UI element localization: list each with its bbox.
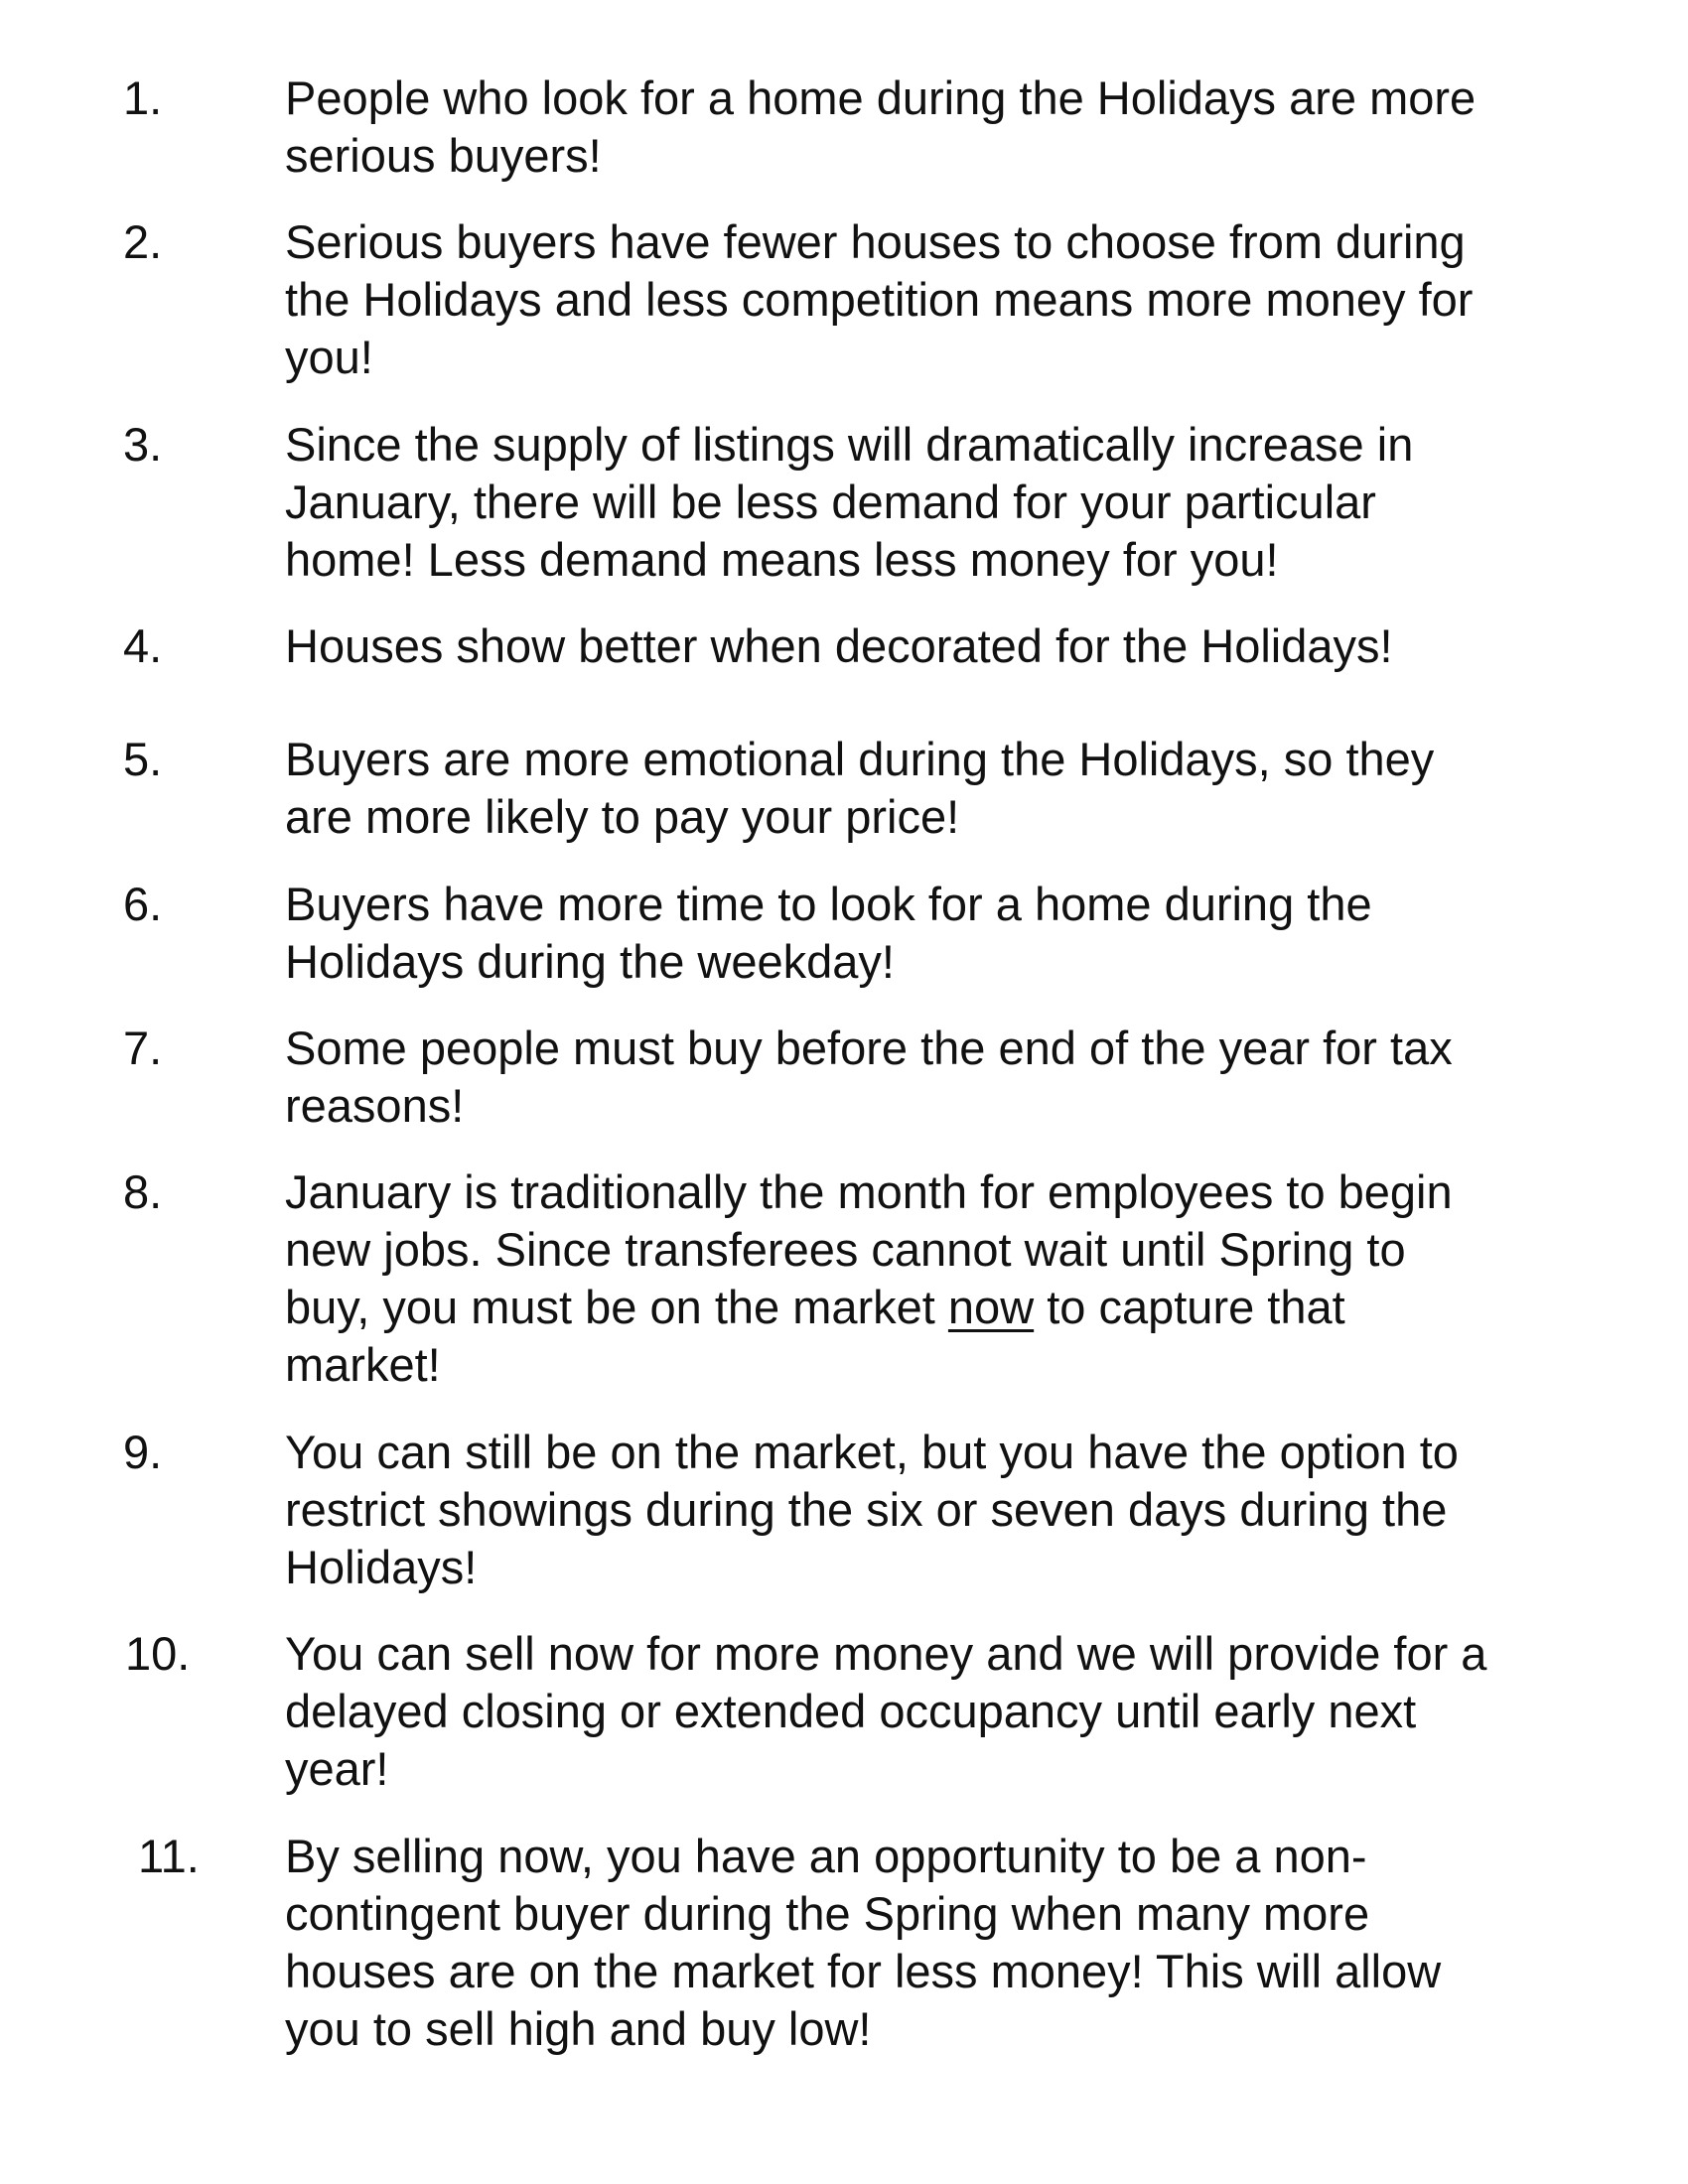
item-number: 8. — [123, 1165, 163, 1218]
text-segment: to capture that — [1034, 1281, 1345, 1333]
text-line: year! — [285, 1742, 389, 1795]
text-line: houses are on the market for less money! This will allow — [285, 1945, 1442, 1997]
text-line: you to sell high and buy low! — [285, 2002, 872, 2055]
item-text — [285, 213, 1606, 386]
item-text — [285, 416, 1606, 589]
text-line: People who look for a home during the Holidays are more — [285, 71, 1477, 124]
text-segment: buy, you must be on the market — [285, 1281, 948, 1333]
item-number: 7. — [123, 1022, 163, 1074]
item-number: 9. — [123, 1426, 163, 1478]
text-line: You can still be on the market, but you have the option to — [285, 1426, 1459, 1478]
item-text — [285, 1828, 1606, 2058]
item-number: 10. — [125, 1627, 191, 1680]
text-line: serious buyers! — [285, 129, 602, 182]
text-line: Houses show better when decorated for the Holidays! — [285, 619, 1393, 672]
item-text — [285, 876, 1606, 991]
text-line: You can sell now for more money and we will provide for a — [285, 1627, 1487, 1680]
text-line: Some people must buy before the end of the year for tax — [285, 1022, 1453, 1074]
item-number: 3. — [123, 418, 163, 471]
text-line: Buyers have more time to look for a home during the — [285, 878, 1372, 930]
text-line: contingent buyer during the Spring when many more — [285, 1887, 1370, 1940]
item-number: 1. — [123, 71, 163, 124]
item-text — [285, 69, 1606, 185]
text-line: January, there will be less demand for your particular — [285, 476, 1376, 528]
text-line: Buyers are more emotional during the Holidays, so they — [285, 733, 1435, 785]
item-text — [285, 617, 1606, 675]
text-line: Holidays during the weekday! — [285, 935, 895, 988]
text-line: home! Less demand means less money for you! — [285, 533, 1279, 586]
text-line — [285, 1279, 1606, 1336]
text-line: the Holidays and less competition means more money for — [285, 273, 1474, 326]
item-number: 2. — [123, 215, 163, 268]
text-line: new jobs. Since transferees cannot wait until Spring to — [285, 1223, 1406, 1276]
underlined-word: now — [947, 1281, 1035, 1333]
item-number: 4. — [123, 619, 163, 672]
text-line: market! — [285, 1338, 441, 1391]
item-text — [285, 1424, 1606, 1596]
item-number: 6. — [123, 878, 163, 930]
item-text — [285, 1163, 1606, 1394]
text-line: delayed closing or extended occupancy until early next — [285, 1685, 1417, 1737]
text-line: By selling now, you have an opportunity to be a non- — [285, 1830, 1367, 1882]
text-line: Serious buyers have fewer houses to choose from during — [285, 215, 1466, 268]
item-number: 5. — [123, 733, 163, 785]
text-line: you! — [285, 331, 373, 383]
text-line: Since the supply of listings will dramatically increase in — [285, 418, 1414, 471]
item-text — [285, 1625, 1606, 1798]
text-line: January is traditionally the month for employees to begin — [285, 1165, 1453, 1218]
text-line: Holidays! — [285, 1541, 478, 1593]
item-text — [285, 731, 1606, 846]
text-line: restrict showings during the six or seven days during the — [285, 1483, 1448, 1536]
item-number: 11. — [138, 1830, 200, 1882]
text-line: reasons! — [285, 1079, 465, 1132]
text-line: are more likely to pay your price! — [285, 790, 960, 843]
item-text — [285, 1020, 1606, 1135]
